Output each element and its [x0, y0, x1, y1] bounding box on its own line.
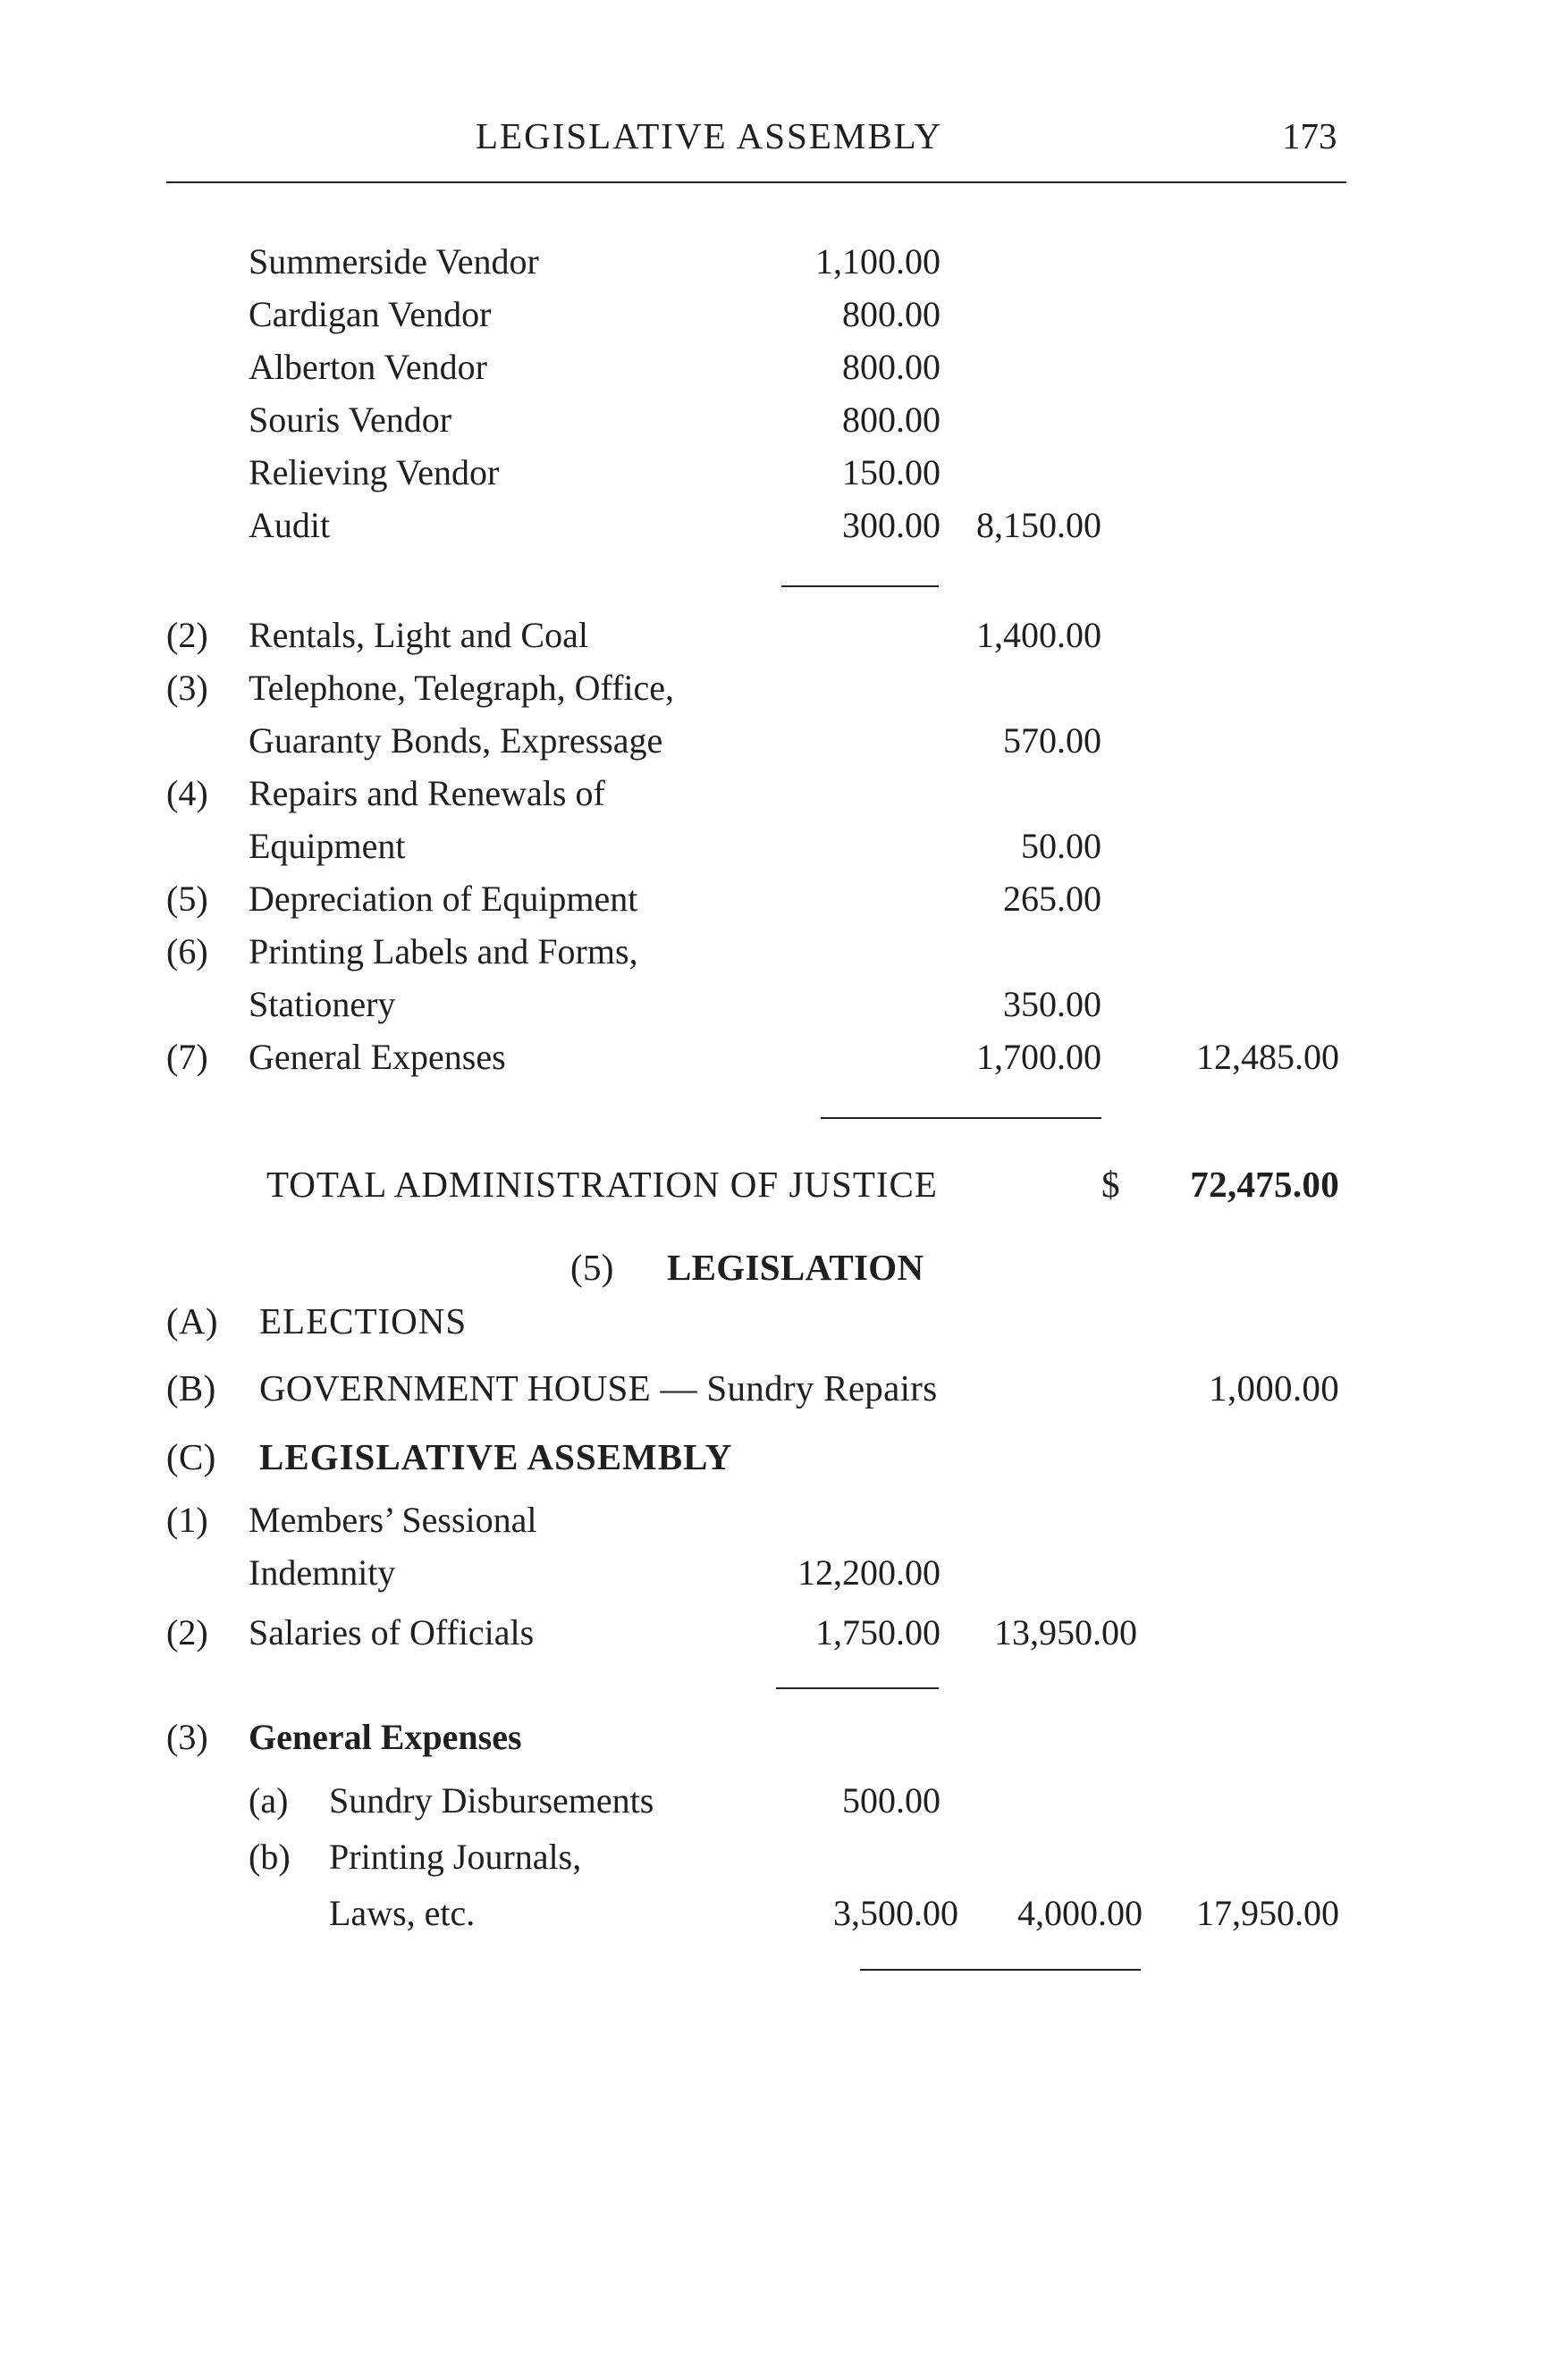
section-b-label: (B)	[166, 1367, 216, 1409]
vendor-label-cardigan: Cardigan Vendor	[249, 294, 492, 334]
vendor-label-relieving: Relieving Vendor	[249, 452, 500, 492]
item-label-depreciation: Depreciation of Equipment	[249, 879, 638, 919]
assembly-item-indemnity-amount: 12,200.00	[797, 1552, 940, 1593]
vendor-label-summerside: Summerside Vendor	[249, 241, 539, 282]
vendor-amount-summerside: 1,100.00	[815, 241, 940, 282]
item-label-rentals: Rentals, Light and Coal	[249, 615, 588, 655]
page-number: 173	[1282, 115, 1337, 156]
vendor-label-souris: Souris Vendor	[249, 399, 452, 440]
item-label-repairs-line1: Repairs and Renewals of	[249, 773, 605, 813]
general-expense-letter-b: (b)	[249, 1837, 291, 1877]
rule-after-justice-list	[821, 1117, 1101, 1119]
legislation-heading: LEGISLATION	[667, 1247, 924, 1288]
item-amount-telephone: 570.00	[1003, 720, 1101, 761]
vendor-amount-alberton: 800.00	[842, 347, 940, 387]
assembly-subtotal: 13,950.00	[994, 1612, 1137, 1653]
justice-subtotal: 12,485.00	[1196, 1037, 1339, 1077]
item-number-4: (4)	[166, 773, 208, 813]
vendor-label-alberton: Alberton Vendor	[249, 347, 487, 387]
assembly-item-salaries-label: Salaries of Officials	[249, 1612, 535, 1653]
rule-after-assembly-items	[776, 1687, 939, 1689]
rule-final	[860, 1969, 1141, 1971]
assembly-item-salaries-amount: 1,750.00	[815, 1612, 940, 1653]
total-justice-label: TOTAL ADMINISTRATION OF JUSTICE	[266, 1164, 938, 1205]
assembly-item-indemnity-line1: Members’ Sessional	[249, 1500, 537, 1540]
item-number-3: (3)	[166, 668, 208, 708]
assembly-item-number-2: (2)	[166, 1612, 208, 1653]
total-justice-amount: 72,475.00	[1190, 1164, 1339, 1205]
item-amount-printing: 350.00	[1003, 984, 1101, 1024]
section-a-label: (A)	[166, 1300, 218, 1341]
vendor-subtotal: 8,150.00	[976, 505, 1101, 545]
item-label-printing-line2: Stationery	[249, 984, 396, 1024]
item-amount-rentals: 1,400.00	[976, 615, 1101, 655]
general-expense-printing-line2: Laws, etc.	[329, 1893, 476, 1933]
section-a-title: ELECTIONS	[259, 1300, 468, 1341]
item-amount-depreciation: 265.00	[1003, 879, 1101, 919]
assembly-item-indemnity-line2: Indemnity	[249, 1552, 396, 1593]
section-b-amount: 1,000.00	[1209, 1367, 1339, 1409]
vendor-label-audit: Audit	[249, 505, 331, 545]
general-expense-sundry-label: Sundry Disbursements	[329, 1780, 654, 1821]
item-label-telephone-line1: Telephone, Telegraph, Office,	[249, 668, 675, 708]
general-expense-sundry-amount: 500.00	[842, 1780, 940, 1821]
item-number-2: (2)	[166, 615, 208, 655]
item-number-5: (5)	[166, 879, 208, 919]
general-expense-subtotal: 4,000.00	[1017, 1893, 1143, 1933]
legislation-total: 17,950.00	[1196, 1893, 1339, 1933]
section-b-title: GOVERNMENT HOUSE — Sundry Repairs	[259, 1367, 938, 1409]
item-number-6: (6)	[166, 931, 208, 971]
general-expense-printing-amount: 3,500.00	[833, 1893, 958, 1933]
rule-after-vendor-list	[781, 585, 939, 587]
item-label-printing-line1: Printing Labels and Forms,	[249, 931, 638, 971]
general-expense-printing-line1: Printing Journals,	[329, 1837, 582, 1877]
header-rule	[166, 181, 1346, 183]
page-header-title: LEGISLATIVE ASSEMBLY	[476, 115, 943, 156]
assembly-item-number-1: (1)	[166, 1500, 208, 1540]
vendor-amount-cardigan: 800.00	[842, 294, 940, 334]
section-c-label: (C)	[166, 1436, 216, 1477]
item-amount-repairs: 50.00	[1021, 826, 1101, 866]
section-c-title: LEGISLATIVE ASSEMBLY	[259, 1436, 733, 1477]
general-expenses-number: (3)	[166, 1717, 208, 1757]
vendor-amount-relieving: 150.00	[842, 452, 940, 492]
general-expenses-heading: General Expenses	[249, 1717, 522, 1757]
item-amount-general-expenses: 1,700.00	[976, 1037, 1101, 1077]
legislation-heading-number: (5)	[570, 1247, 614, 1288]
item-label-telephone-line2: Guaranty Bonds, Expressage	[249, 720, 663, 761]
total-justice-currency: $	[1101, 1164, 1120, 1205]
item-label-general-expenses: General Expenses	[249, 1037, 506, 1077]
item-label-repairs-line2: Equipment	[249, 826, 406, 866]
item-number-7: (7)	[166, 1037, 208, 1077]
vendor-amount-souris: 800.00	[842, 399, 940, 440]
general-expense-letter-a: (a)	[249, 1780, 289, 1821]
vendor-amount-audit: 300.00	[842, 505, 940, 545]
